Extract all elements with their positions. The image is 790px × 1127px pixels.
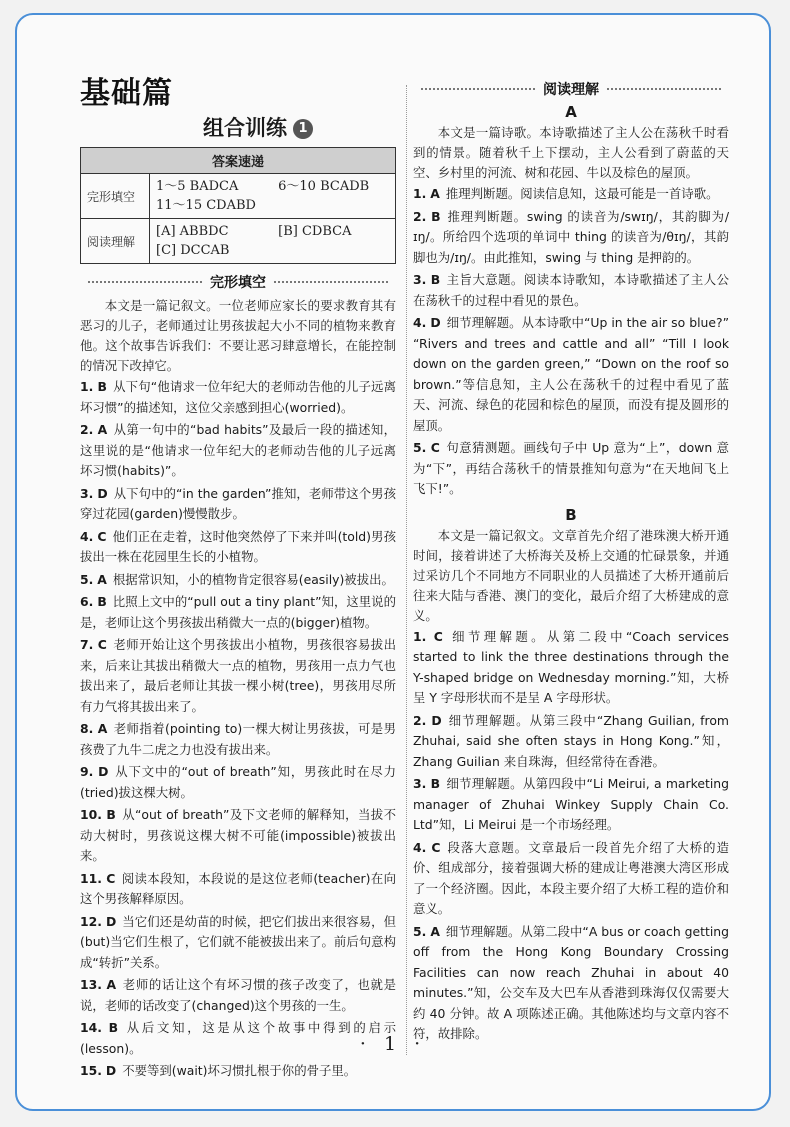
section-title: 基础篇 [80, 76, 173, 111]
reading-item: 2. D 细节理解题。从第三段中“Zhang Guilian, from Zhuhai, said she often stays in Hong Kong.”知，Zhang Guilian 来自珠海，但经常待在香港。 [413, 712, 729, 769]
cloze-item: 15. D 不要等到(wait)坏习惯扎根于你的骨子里。 [80, 1063, 357, 1078]
heading-dots-right [274, 281, 388, 283]
cloze-item: 10. B 从“out of breath”及下文老师的解释知，当拔不动大树时，男孩说这棵大树不可能(impossible)被拔出来。 [80, 807, 396, 863]
cloze-item: 12. D 当它们还是幼苗的时候，把它们拔出来很容易，但(but)当它们生根了，它们就不能被拔出来了。前后句意构成“转折”关系。 [80, 913, 396, 970]
page-number: · 1 · [359, 1033, 427, 1055]
cloze-item: 7. C 老师开始让这个男孩拔出小植物，男孩很容易拔出来，后来让其拔出稍微大一点的植物，男孩用一点力气也拔出来了，最后老师让其拔一棵小树(tree)，男孩用尽所有力气将其拔出来了。 [80, 637, 396, 714]
reading-item: 4. D 细节理解题。从本诗歌中“Up in the air so blue?” “Rivers and trees and cattle and all” “Till I look down on the garden green,” “Down on the roof so brown.”等信息知，主人公在荡秋千的过程中看见了蓝天、河流、绿色的花园和棕色的屋顶，而没有提及圆形的屋顶。 [413, 315, 729, 433]
lesson-number-badge: 1 [293, 119, 313, 139]
cloze-answers-1-5: 1～5 BADCA [156, 179, 239, 194]
reading-answers [150, 219, 396, 264]
cloze-items [80, 377, 396, 1082]
right-column [413, 77, 729, 1047]
cloze-item: 9. D 从下文中的“out of breath”知，男孩此时在尽力(tried)拔这棵大树。 [80, 764, 396, 800]
cloze-item: 1. B 从下句“他请求一位年纪大的老师动告他的儿子远离坏习惯”的描述知，这位父亲感到担心(worried)。 [80, 379, 396, 415]
cloze-answers-label: 完形填空 [81, 174, 150, 219]
cloze-intro: 本文是一篇记叙文。一位老师应家长的要求教育其有恶习的儿子，老师通过让男孩拔起大小不同的植物来教育他。这个故事告诉我们：不要让恶习肆意增长，在能控制的情况下改掉它。 [80, 298, 396, 373]
reading-item: 3. B 主旨大意题。阅读本诗歌知，本诗歌描述了主人公在荡秋千的过程中看见的景色。 [413, 272, 729, 308]
cloze-item: 4. C 他们正在走着，这时他突然停了下来并叫(told)男孩拔出一株在花园里生长的小植物。 [80, 528, 396, 564]
page-frame [15, 13, 771, 1111]
reading-answers-c: [C] DCCAB [156, 243, 230, 258]
reading-item: 4. C 段落大意题。文章最后一段首先介绍了大桥的造价、组成部分，接着强调大桥的建成让粤港澳大湾区形成了一个经济圈。因此，本段主要介绍了大桥工程的造价和意义。 [413, 839, 729, 916]
reading-item: 1. A 推理判断题。阅读信息知，这最可能是一首诗歌。 [413, 186, 719, 201]
cloze-item: 6. B 比照上文中的“pull out a tiny plant”知，这里说的是，老师让这个男孩拔出稍微大一点的(bigger)植物。 [80, 594, 396, 630]
reading-heading-text: 阅读理解 [543, 82, 599, 98]
reading-heading [413, 79, 729, 99]
heading-dots-left [421, 88, 535, 90]
cloze-answers-11-15: 11～15 CDABD [156, 198, 256, 213]
left-column [80, 77, 396, 1084]
cloze-item: 13. A 老师的话让这个有坏习惯的孩子改变了，也就是说，老师的话改变了(changed)这个男孩的一生。 [80, 977, 396, 1013]
cloze-answers [150, 174, 396, 219]
passage-b-intro: 本文是一篇记叙文。文章首先介绍了港珠澳大桥开通时间，接着讲述了大桥海关及桥上交通的忙碌景象，并通过采访几个不同地方不同职业的人员描述了大桥开通前后往来大陆与香港、澳门的变化，最后介绍了大桥建成的意义。 [413, 527, 729, 623]
reading-item: 2. B 推理判断题。swing 的读音为/swɪŋ/，其韵脚为/ɪŋ/。所给四个选项的单词中 thing 的读音为/θɪŋ/，其韵脚也为/ɪŋ/。由此推知，swing 与 thing 是押韵的。 [413, 208, 729, 265]
cloze-item: 3. D 从下句中的“in the garden”推知，老师带这个男孩穿过花园(garden)慢慢散步。 [80, 485, 396, 521]
heading-dots-left [88, 281, 202, 283]
reading-answers-b: [B] CDBCA [278, 224, 352, 239]
reading-item: 5. A 细节理解题。从第二段中“A bus or coach getting off from the Hong Kong Boundary Crossing Facilities can now reach Zhuhai in about 40 minutes.”知，公交车及大巴车从香港到珠海仅仅需要大约 40 分钟。故 A 项陈述正确。其他陈述均与文章内容不符，故排除。 [413, 923, 729, 1041]
reading-item: 3. B 细节理解题。从第四段中“Li Meirui, a marketing manager of Zhuhai Winkey Supply Chain Co. Ltd”知，Li Meirui 是一个市场经理。 [413, 776, 729, 832]
passage-b-items [413, 627, 729, 1045]
reading-item: 5. C 句意猜测题。画线句子中 Up 意为“上”，down 意为“下”，再结合荡秋千的情景推知句意为“在天地间飞上飞下!”。 [413, 440, 729, 496]
passage-a-intro: 本文是一篇诗歌。本诗歌描述了主人公在荡秋千时看到的情景。随着秋千上下摆动，主人公看到了蔚蓝的天空、乡村里的河流、树和花园、牛以及棕色的屋顶。 [413, 125, 729, 180]
passage-b-letter: B [565, 505, 577, 524]
cloze-item: 2. A 从第一句中的“bad habits”及最后一段的描述知，这里说的是“他请求一位年纪大的老师动告他的儿子远离坏习惯(habits)”。 [80, 422, 396, 478]
passage-a-letter: A [565, 103, 577, 121]
lesson-title-text: 组合训练 [203, 116, 287, 140]
reading-item: 1. C 细节理解题。从第二段中“Coach services started to link the three destinations through the Y-shaped bridge on Wednesday morning.”知，大桥呈 Y 字母形状而不是呈 A 字母形状。 [413, 628, 729, 705]
cloze-answers-6-10: 6～10 BCADB [278, 179, 370, 194]
answer-table [80, 147, 396, 264]
cloze-item: 14. B 从后文知，这是从这个故事中得到的启示(lesson)。 [80, 1020, 396, 1056]
heading-dots-right [607, 88, 721, 90]
cloze-heading-text: 完形填空 [210, 275, 266, 291]
passage-a-items [413, 184, 729, 500]
cloze-heading [80, 272, 396, 292]
cloze-item: 8. A 老师指着(pointing to)一棵大树让男孩拔，可是男孩费了九牛二虎之力也没有拔出来。 [80, 721, 396, 757]
cloze-item: 11. C 阅读本段知，本段说的是这位老师(teacher)在向这个男孩解释原因。 [80, 870, 396, 906]
answer-table-header: 答案速递 [81, 148, 396, 174]
column-divider [406, 85, 407, 1055]
reading-answers-a: [A] ABBDC [156, 224, 229, 239]
reading-answers-label: 阅读理解 [81, 219, 150, 264]
cloze-item: 5. A 根据常识知，小的植物肯定很容易(easily)被拔出。 [80, 571, 394, 587]
lesson-title [120, 113, 396, 143]
